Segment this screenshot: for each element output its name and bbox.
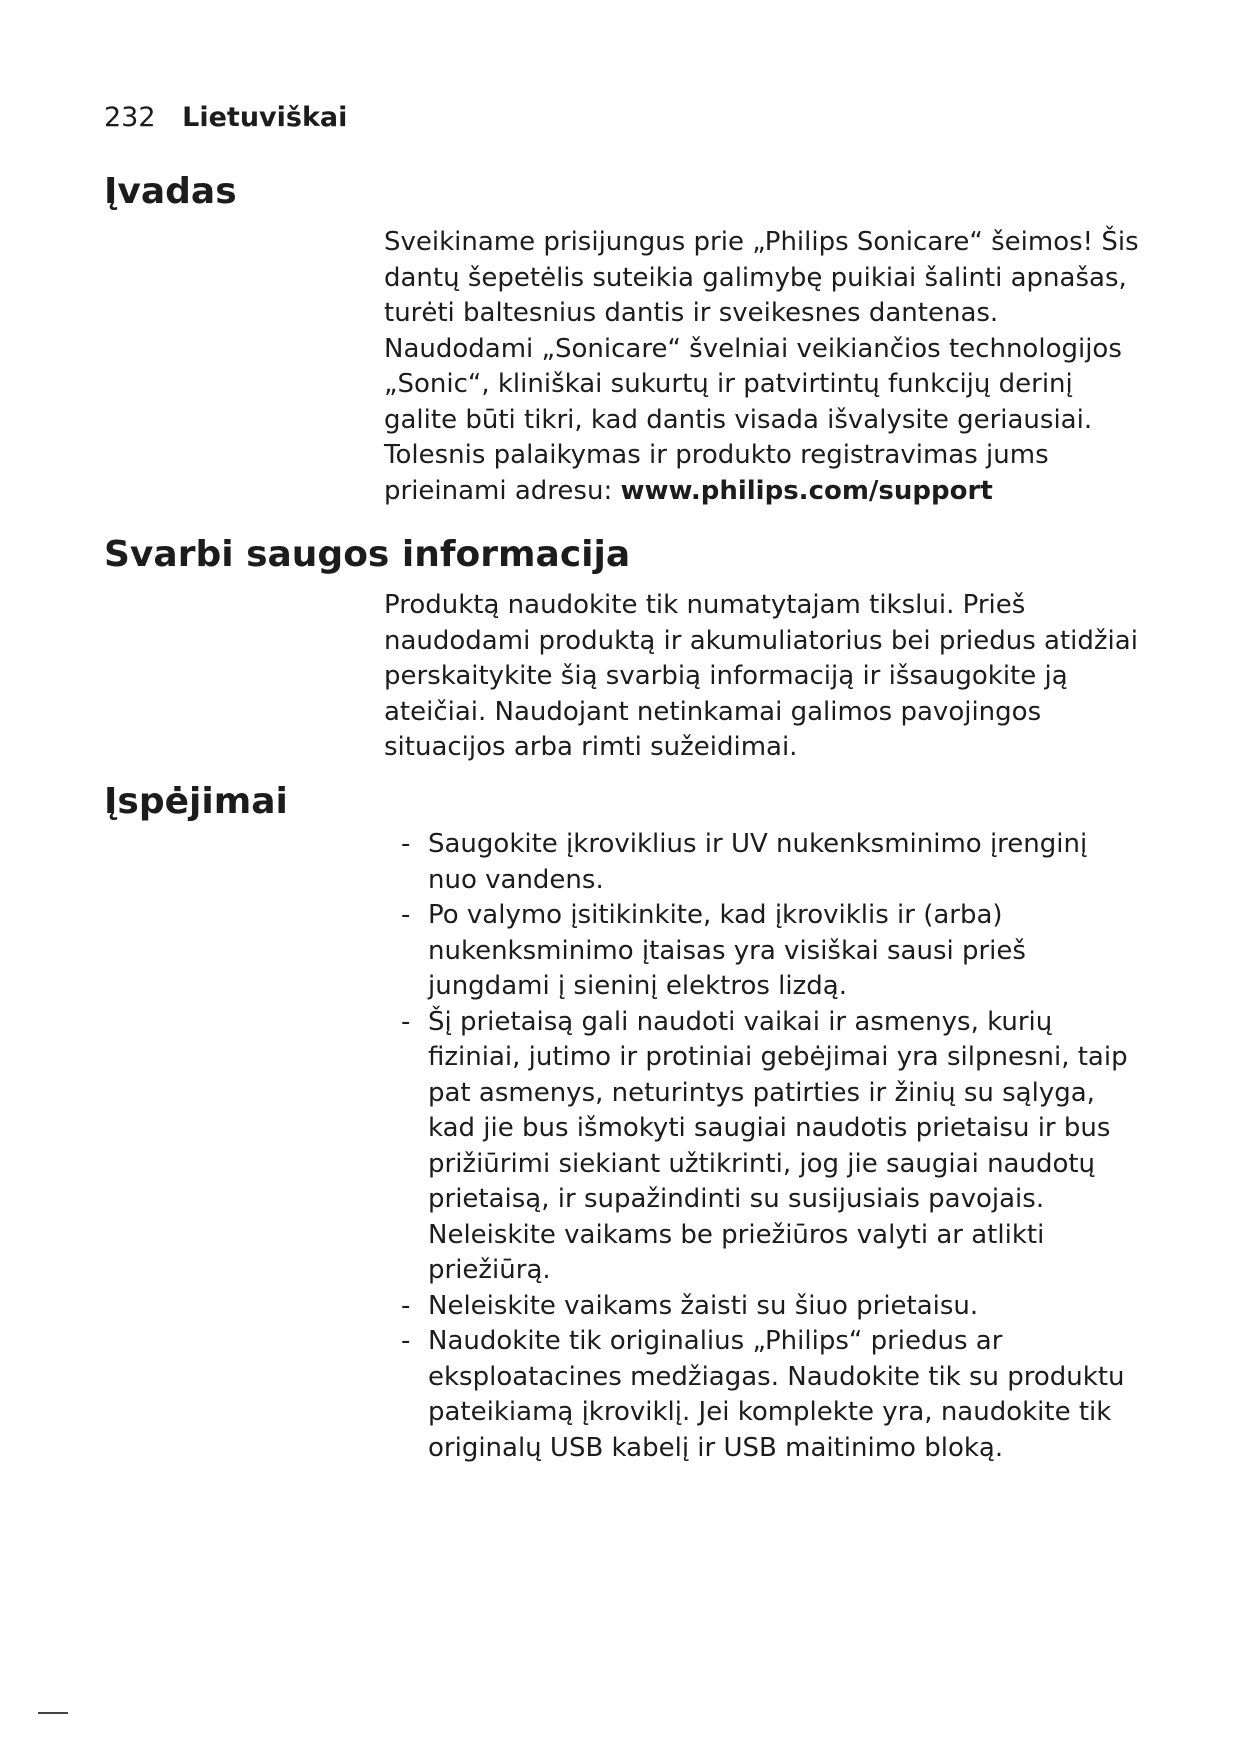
intro-heading: Įvadas	[104, 171, 237, 212]
page-number: 232	[104, 102, 156, 133]
intro-body	[384, 225, 1144, 509]
warning-item	[384, 1324, 1144, 1466]
warnings-heading: Įspėjimai	[104, 781, 288, 822]
warning-item-text: Po valymo įsitikinkite, kad įkroviklis ir (arba) nukenksminimo įtaisas yra visiškai sausi prieš jungdami į sieninį elektros lizdą.	[428, 900, 1026, 1001]
list-dash: -	[401, 900, 411, 930]
intro-paragraph	[384, 225, 1144, 509]
warning-item-text: Šį prietaisą gali naudoti vaikai ir asmenys, kurių fiziniai, jutimo ir protiniai gebėjimai yra silpnesni, taip pat asmenys, neturintys patirties ir žinių su sąlyga, kad jie bus išmokyti saugiai naudotis prietaisu ir bus prižiūrimi siekiant užtikrinti, jog jie saugiai naudotų prietaisą, ir supažindinti su susijusiais pavojais. Neleiskite vaikams be priežiūros valyti ar atlikti priežiūrą.	[428, 1006, 1128, 1285]
warning-item	[384, 827, 1144, 898]
safety-heading: Svarbi saugos informacija	[104, 534, 631, 575]
warning-item-text: Naudokite tik originalius „Philips“ priedus ar eksploatacines medžiagas. Naudokite tik su produktu pateikiamą įkroviklį. Jei komplekte yra, naudokite tik originalų USB kabelį ir USB maitinimo bloką.	[428, 1326, 1125, 1463]
language-label: Lietuviškai	[182, 102, 348, 133]
warnings-body	[384, 827, 1144, 1466]
list-dash: -	[401, 1290, 411, 1321]
safety-paragraph: Produktą naudokite tik numatytajam tikslui. Prieš naudodami produktą ir akumuliatorius bei priedus atidžiai perskaitykite šią svarbią informaciją ir išsaugokite ją ateičiai. Naudojant netinkamai galimos pavojingos situacijos arba rimti sužeidimai.	[384, 590, 1138, 762]
warning-item	[384, 1289, 1144, 1325]
warning-item	[384, 898, 1144, 1005]
footer-mark	[38, 1712, 68, 1714]
warning-item	[384, 1005, 1144, 1289]
warning-item-text: Saugokite įkroviklius ir UV nukenksminimo įrenginį nuo vandens.	[428, 829, 1088, 895]
list-dash: -	[401, 829, 411, 859]
safety-body	[384, 588, 1144, 766]
list-dash: -	[401, 1006, 411, 1037]
warnings-list	[384, 827, 1144, 1466]
support-url: www.philips.com/support	[620, 475, 993, 506]
page-header	[104, 98, 347, 138]
list-dash: -	[401, 1326, 411, 1356]
warning-item-text: Neleiskite vaikams žaisti su šiuo prietaisu.	[428, 1290, 979, 1321]
intro-text: Sveikiname prisijungus prie „Philips Sonicare“ šeimos! Šis dantų šepetėlis suteikia galimybę puikiai šalinti apnašas, turėti baltesnius dantis ir sveikesnes dantenas. Naudodami „Sonicare“ švelniai veikiančios technologijos „Sonic“, kliniškai sukurtų ir patvirtintų funkcijų derinį galite būti tikri, kad dantis visada išvalysite geriausiai. Tolesnis palaikymas ir produkto registravimas jums prieinami adresu:	[384, 227, 1139, 506]
